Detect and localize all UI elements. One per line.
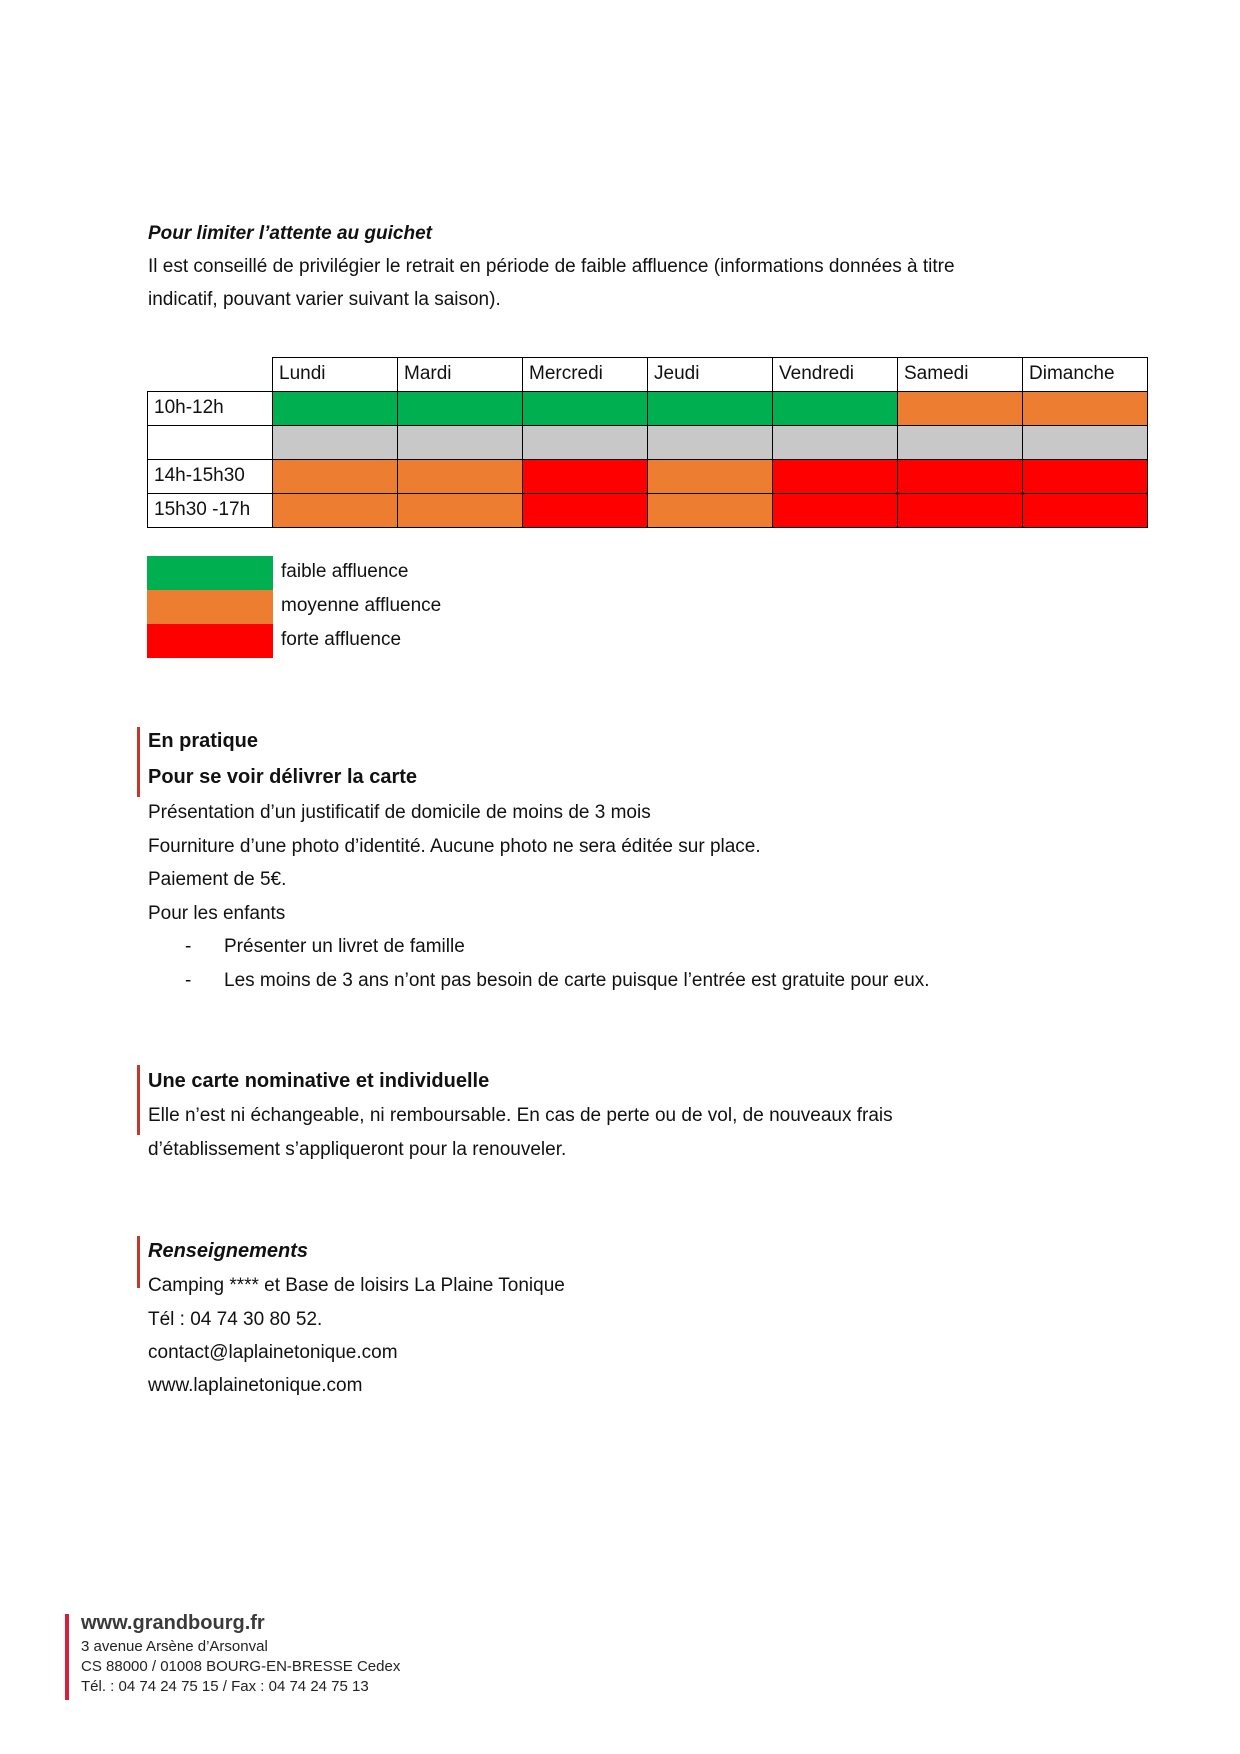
affluence-cell [898, 459, 1023, 493]
legend-swatch-faible [147, 556, 273, 590]
carte-line-1: Elle n’est ni échangeable, ni remboursable. En cas de perte ou de vol, de nouveaux frais [148, 1105, 893, 1126]
pratique-line-3: Paiement de 5€. [148, 869, 287, 890]
affluence-cell [398, 391, 523, 425]
intro-title: Pour limiter l’attente au guichet [148, 223, 432, 244]
day-header: Samedi [898, 358, 1023, 392]
affluence-cell [1023, 391, 1148, 425]
affluence-cell [273, 391, 398, 425]
affluence-cell [898, 425, 1023, 459]
pratique-line-1: Présentation d’un justificatif de domicile de moins de 3 mois [148, 802, 651, 823]
table-corner [148, 358, 273, 392]
affluence-cell [398, 459, 523, 493]
renseignements-website[interactable]: www.laplainetonique.com [148, 1375, 363, 1396]
renseignements-email[interactable]: contact@laplainetonique.com [148, 1342, 398, 1363]
table-row [148, 425, 1148, 459]
intro-line-2: indicatif, pouvant varier suivant la saison). [148, 289, 501, 310]
section-accent-bar [137, 727, 140, 797]
affluence-cell [648, 425, 773, 459]
table-row [148, 391, 1148, 425]
affluence-cell [773, 425, 898, 459]
affluence-cell [273, 425, 398, 459]
affluence-cell [523, 425, 648, 459]
bullet-marker: - [185, 970, 192, 991]
legend-label-forte: forte affluence [281, 629, 402, 650]
renseignements-heading: Renseignements [148, 1240, 309, 1262]
legend-label-moyenne: moyenne affluence [281, 595, 442, 616]
day-header: Lundi [273, 358, 398, 392]
affluence-cell [398, 425, 523, 459]
bullet-item: Présenter un livret de famille [224, 936, 465, 957]
affluence-cell [773, 459, 898, 493]
time-slot-label: 15h30 -17h [148, 493, 273, 527]
day-header: Mardi [398, 358, 523, 392]
table-row [148, 493, 1148, 527]
legend-label-faible: faible affluence [281, 561, 409, 582]
renseignements-phone: Tél : 04 74 30 80 52. [148, 1309, 323, 1330]
footer-address-2: CS 88000 / 01008 BOURG-EN-BRESSE Cedex [81, 1658, 401, 1675]
legend-swatch-moyenne [147, 590, 273, 624]
footer-phone: Tél. : 04 74 24 75 15 / Fax : 04 74 24 75 13 [81, 1678, 369, 1695]
time-slot-label: 10h-12h [148, 391, 273, 425]
section-accent-bar [137, 1065, 140, 1135]
intro-line-1: Il est conseillé de privilégier le retrait en période de faible affluence (informations données à titre [148, 256, 955, 277]
day-header: Jeudi [648, 358, 773, 392]
affluence-cell [523, 493, 648, 527]
affluence-cell [523, 459, 648, 493]
day-header: Vendredi [773, 358, 898, 392]
affluence-cell [1023, 459, 1148, 493]
affluence-table [147, 357, 1148, 528]
affluence-cell [1023, 425, 1148, 459]
affluence-cell [273, 493, 398, 527]
day-header: Dimanche [1023, 358, 1148, 392]
carte-heading: Une carte nominative et individuelle [148, 1070, 490, 1092]
affluence-cell [898, 493, 1023, 527]
footer-address-1: 3 avenue Arsène d’Arsonval [81, 1638, 268, 1655]
time-slot-label [148, 425, 273, 459]
affluence-cell [273, 459, 398, 493]
affluence-cell [1023, 493, 1148, 527]
renseignements-line-1: Camping **** et Base de loisirs La Plaine Tonique [148, 1275, 565, 1296]
bullet-marker: - [185, 936, 192, 957]
footer-website[interactable]: www.grandbourg.fr [81, 1612, 265, 1634]
pratique-line-4: Pour les enfants [148, 903, 286, 924]
affluence-cell [773, 493, 898, 527]
bullet-item: Les moins de 3 ans n’ont pas besoin de carte puisque l’entrée est gratuite pour eux. [224, 970, 930, 991]
table-header-row [148, 358, 1148, 392]
carte-line-2: d’établissement s’appliqueront pour la renouveler. [148, 1139, 567, 1160]
section-accent-bar [137, 1236, 140, 1288]
pratique-subheading: Pour se voir délivrer la carte [148, 766, 418, 788]
affluence-cell [398, 493, 523, 527]
day-header: Mercredi [523, 358, 648, 392]
affluence-cell [773, 391, 898, 425]
affluence-cell [648, 391, 773, 425]
affluence-cell [648, 459, 773, 493]
affluence-cell [648, 493, 773, 527]
legend-swatch-forte [147, 624, 273, 658]
footer-accent-bar [65, 1614, 69, 1700]
time-slot-label: 14h-15h30 [148, 459, 273, 493]
pratique-line-2: Fourniture d’une photo d’identité. Aucune photo ne sera éditée sur place. [148, 836, 761, 857]
table-row [148, 459, 1148, 493]
affluence-cell [523, 391, 648, 425]
affluence-cell [898, 391, 1023, 425]
pratique-heading: En pratique [148, 730, 259, 752]
